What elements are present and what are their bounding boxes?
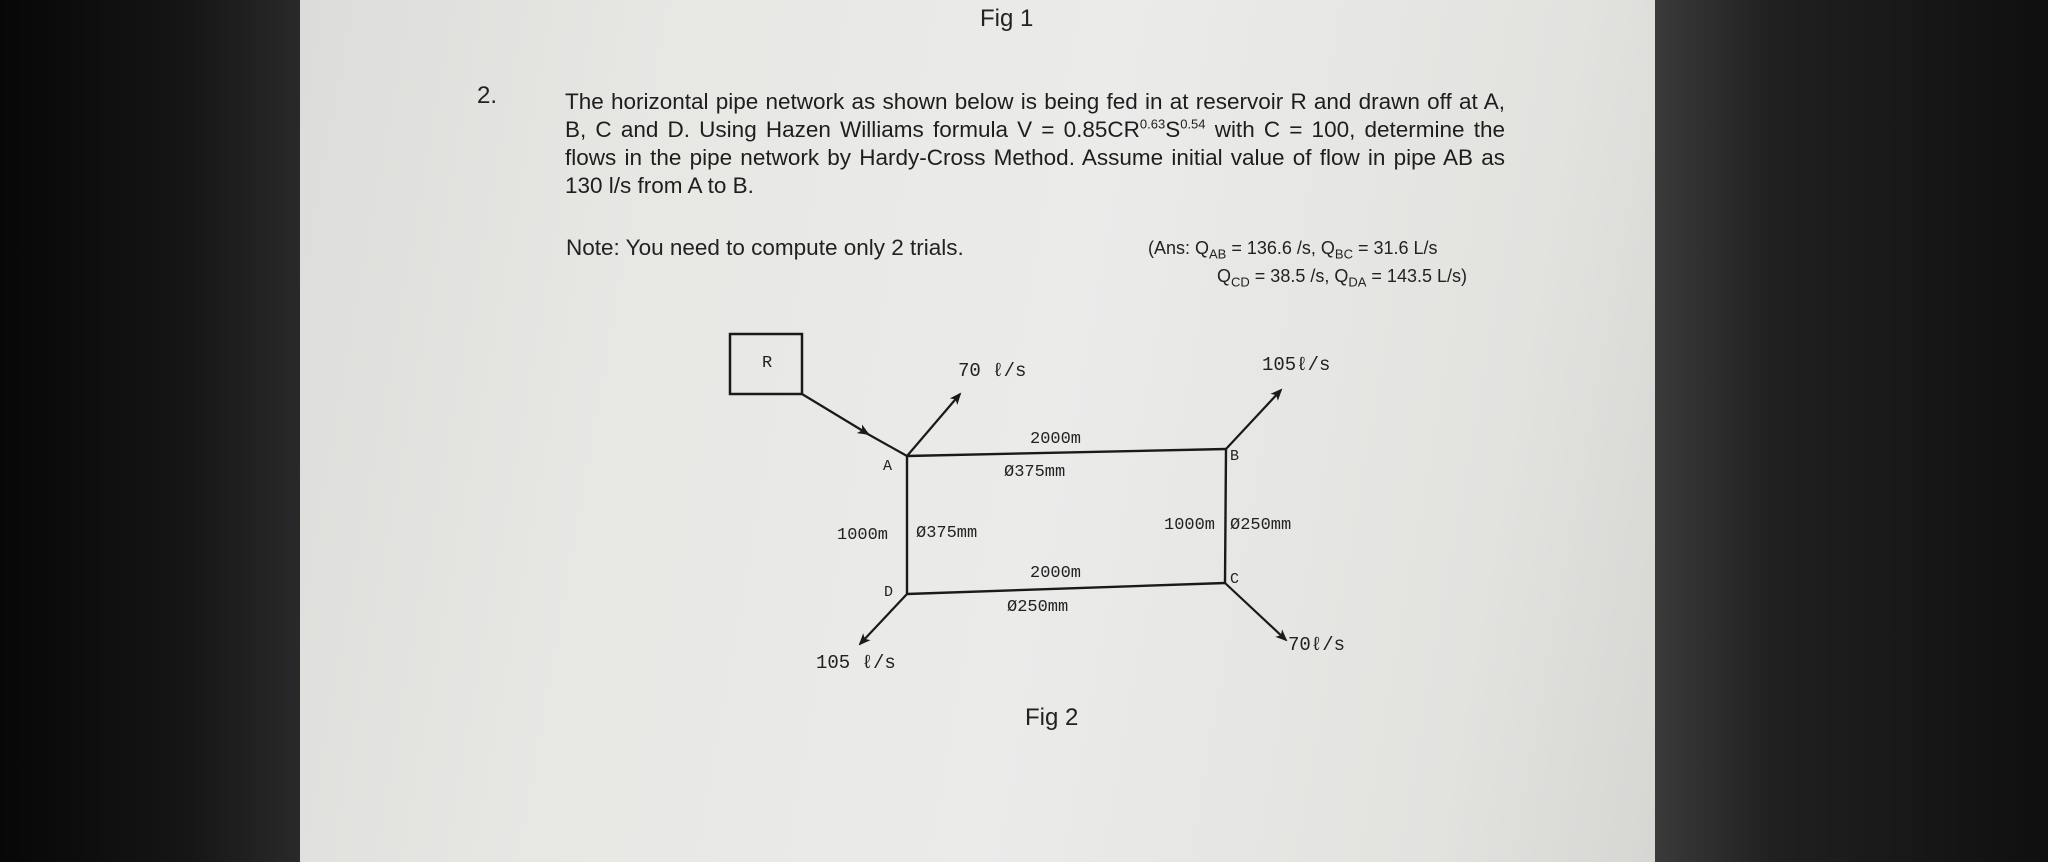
pipe-bc-length: 1000m: [1164, 516, 1216, 535]
da-subscript: DA: [1348, 274, 1367, 290]
pipe-ad-diameter: Ø375mm: [916, 524, 978, 543]
fig1-caption: Fig 1: [980, 5, 1034, 32]
pipe-dc-diameter: Ø250mm: [1007, 598, 1069, 617]
pipe-ad-length: 1000m: [837, 526, 889, 545]
note-text: Note: You need to compute only 2 trials.: [566, 235, 964, 260]
bc-subscript: BC: [1334, 246, 1353, 262]
node-a-label: A: [883, 458, 893, 475]
outflow-b-arrow: [1226, 390, 1281, 449]
pipe-bc-diameter: Ø250mm: [1230, 516, 1292, 535]
exponent-s: 0.54: [1180, 116, 1206, 132]
cd-subscript: CD: [1231, 274, 1250, 290]
node-b-label: B: [1230, 448, 1240, 465]
pipe-dc-length: 2000m: [1030, 564, 1082, 583]
outflow-c-arrow: [1225, 583, 1286, 640]
fig2-caption: Fig 2: [1025, 704, 1079, 731]
flow-a-label: 70 ℓ/s: [958, 360, 1027, 382]
node-c-label: C: [1230, 571, 1240, 588]
answer-line-2: $Q_{CD} = 38.5$ /s, $Q_{DA} = 143.5$ L/s): [1217, 266, 1467, 290]
ab-subscript: AB: [1209, 246, 1227, 262]
symbol-s: S: [1165, 117, 1181, 142]
question-text-part1: The horizontal pipe network as shown below is being fed in at reservoir R and drawn off at A, B, C and D. Using Hazen Williams formula V = 0.85CR: [565, 89, 1505, 142]
outflow-a-arrow: [907, 394, 960, 456]
question-text-part2: with C = 100, determine the flows in the pipe network by Hardy-Cross Method. Assume initial value of flow in pipe AB as 130 l/s from A to B.: [565, 117, 1505, 198]
pipe-dc: [907, 583, 1225, 594]
reservoir-label: R: [762, 354, 773, 373]
question-number: 2.: [477, 82, 498, 109]
node-d-label: D: [884, 584, 894, 601]
supply-pipe-tail: [866, 433, 907, 456]
exponent-r: 0.63: [1139, 116, 1166, 132]
answer-line-1: (Ans: $Q_{AB} = 136.6$ /s, $Q_{BC} = 31.6$ L/s: [1148, 238, 1438, 262]
flow-b-label: 105ℓ/s: [1262, 354, 1331, 376]
supply-pipe: [802, 394, 868, 434]
flow-d-label: 105 ℓ/s: [816, 652, 896, 674]
pipe-ab: [907, 449, 1226, 456]
flow-c-label: 70ℓ/s: [1288, 634, 1346, 656]
pipe-ab-length: 2000m: [1030, 430, 1082, 449]
outflow-d-arrow: [860, 594, 907, 644]
pipe-bc: [1225, 449, 1226, 583]
pipe-ab-diameter: Ø375mm: [1004, 463, 1066, 482]
